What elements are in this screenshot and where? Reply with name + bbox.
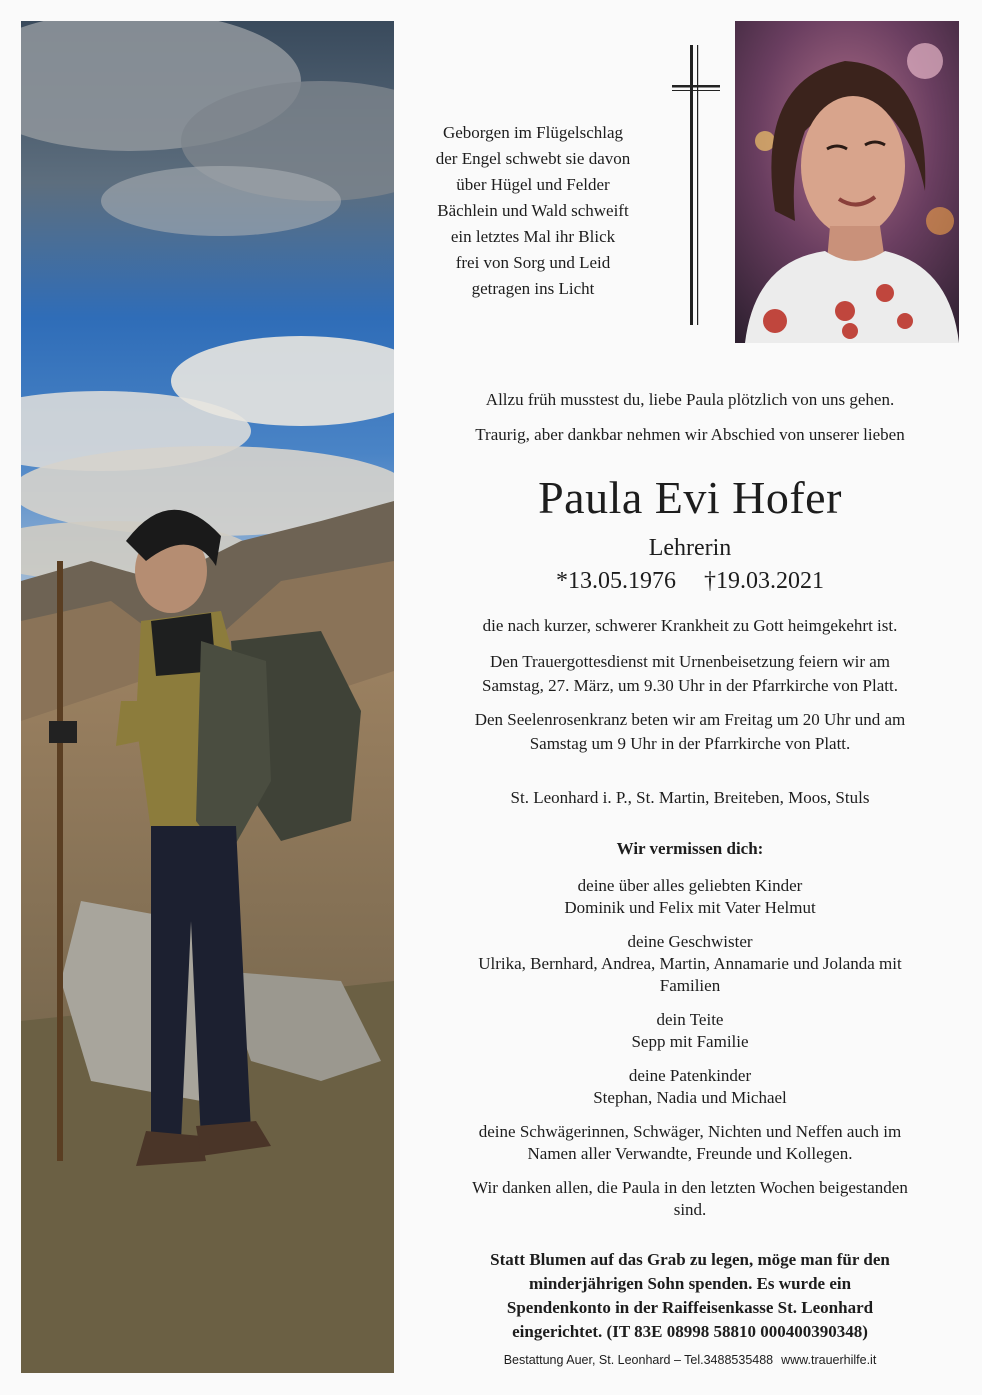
funeral-notice — [410, 650, 970, 698]
rosary-line: Samstag um 9 Uhr in der Pfarrkirche von Platt. — [529, 734, 851, 753]
family-line: Ulrika, Bernhard, Andrea, Martin, Annamarie und Jolanda mit — [478, 954, 902, 973]
donation-line: Statt Blumen auf das Grab zu legen, möge man für den — [490, 1250, 890, 1269]
intro-line-2: Traurig, aber dankbar nehmen wir Abschied von unserer lieben — [475, 425, 905, 444]
donation-notice — [410, 1248, 970, 1344]
family-list — [410, 875, 970, 1233]
family-heading: Wir vermissen dich: — [616, 839, 764, 858]
death-date: †19.03.2021 — [704, 568, 824, 594]
family-group — [410, 1009, 970, 1053]
thanks — [410, 1177, 970, 1221]
funeral-line: Den Trauergottesdienst mit Urnenbeisetzung feiern wir am — [489, 652, 891, 671]
family-line: deine Patenkinder — [628, 1066, 752, 1085]
rosary-line: Den Seelenrosenkranz beten wir am Freitag um 20 Uhr und am — [474, 710, 906, 729]
rosary-notice — [410, 708, 970, 756]
illness-text: die nach kurzer, schwerer Krankheit zu Gott heimgekehrt ist. — [482, 616, 898, 635]
family-group — [410, 875, 970, 919]
family-line: Stephan, Nadia und Michael — [593, 1088, 787, 1107]
family-group — [410, 1065, 970, 1109]
funeral-line: Samstag, 27. März, um 9.30 Uhr in der Pfarrkirche von Platt. — [482, 676, 898, 695]
poem-line: frei von Sorg und Leid — [455, 253, 611, 272]
family-line: deine Schwägerinnen, Schwäger, Nichten und Neffen auch im — [478, 1122, 902, 1141]
memorial-poem — [403, 120, 663, 302]
poem-line: über Hügel und Felder — [456, 175, 610, 194]
family-line: Dominik und Felix mit Vater Helmut — [564, 898, 816, 917]
family-line: deine über alles geliebten Kinder — [577, 876, 803, 895]
family-line: Namen aller Verwandte, Freunde und Kollegen. — [527, 1144, 853, 1163]
website-link[interactable]: www.trauerhilfe.it — [781, 1353, 877, 1367]
poem-line: ein letztes Mal ihr Blick — [450, 227, 616, 246]
poem-line: Bächlein und Wald schweift — [437, 201, 629, 220]
donation-line: Spendenkonto in der Raiffeisenkasse St. Leonhard — [506, 1298, 874, 1317]
birth-date: *13.05.1976 — [556, 568, 676, 594]
cross-icon — [672, 45, 720, 325]
family-line: Sepp mit Familie — [631, 1032, 749, 1051]
family-group — [410, 1121, 970, 1165]
deceased-name: Paula Evi Hofer — [538, 472, 842, 523]
family-line: deine Geschwister — [627, 932, 753, 951]
intro-line-1: Allzu früh musstest du, liebe Paula plötzlich von uns gehen. — [485, 390, 895, 409]
family-group — [410, 931, 970, 997]
places: St. Leonhard i. P., St. Martin, Breiteben, Moos, Stuls — [510, 788, 870, 807]
poem-line: getragen ins Licht — [471, 279, 595, 298]
funeral-home: Bestattung Auer, St. Leonhard – Tel.3488535488 — [503, 1353, 774, 1367]
profession: Lehrerin — [648, 535, 732, 561]
family-line: sind. — [673, 1200, 707, 1219]
poem-line: Geborgen im Flügelschlag — [442, 123, 624, 142]
donation-line: eingerichtet. (IT 83E 08998 58810 000400390348) — [512, 1322, 868, 1341]
life-dates — [410, 566, 970, 596]
family-line: dein Teite — [656, 1010, 724, 1029]
family-line: Wir danken allen, die Paula in den letzten Wochen beigestanden — [472, 1178, 908, 1197]
hiker-photo — [21, 21, 394, 1373]
portrait-photo — [735, 21, 959, 343]
donation-line: minderjährigen Sohn spenden. Es wurde ein — [528, 1274, 852, 1293]
footer — [410, 1352, 970, 1368]
family-line: Familien — [659, 976, 721, 995]
poem-line: der Engel schwebt sie davon — [435, 149, 631, 168]
